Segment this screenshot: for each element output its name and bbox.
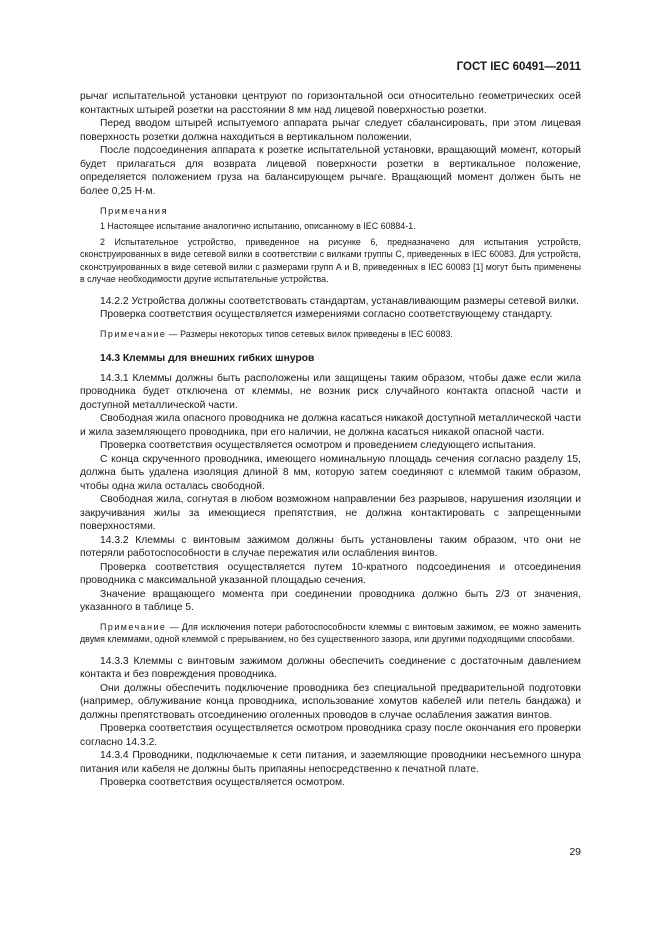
note-label: Примечание — [100, 328, 167, 339]
paragraph: С конца скрученного проводника, имеющего номинальную площадь сечения согласно разделу 15, должна быть удалена изоляция длиной 8 мм, которую затем соединяют с клеммой таким образом, чтобы одна жила осталась свободной. — [80, 453, 581, 492]
paragraph: Проверка соответствия осуществляется осмотром. — [100, 777, 345, 788]
paragraph: Проверка соответствия осуществляется измерениями согласно соответствующему стандарту. — [100, 309, 553, 320]
note-inline — [80, 621, 581, 646]
note-inline — [80, 328, 581, 341]
note-text: — Для исключения потери работоспособности клеммы с винтовым зажимом, ее можно заменить двумя клеммами, одной клеммой с прерыванием, но без существенного зазора, или другими подходящими способами. — [80, 621, 581, 644]
paragraph: Проверка соответствия осуществляется осмотром проводника сразу после окончания его проверки согласно 14.3.2. — [80, 723, 581, 748]
note-label: Примечание — [100, 621, 167, 632]
paragraph: 14.3.3 Клеммы с винтовым зажимом должны обеспечить соединение с достаточным давлением контакта и без повреждения проводника. — [80, 655, 581, 680]
paragraph: Проверка соответствия осуществляется путем 10-кратного подсоединения и отсоединения проводника с максимальной указанной площадью сечения. — [80, 561, 581, 586]
paragraph: рычаг испытательной установки центруют по горизонтальной оси относительно геометрических осей контактных штырей розетки на расстоянии 8 мм над лицевой поверхностью розетки. — [80, 91, 581, 116]
note-text: — Размеры некоторых типов сетевых вилок приведены в IEC 60083. — [166, 328, 453, 339]
page-number: 29 — [569, 846, 581, 858]
paragraph: 14.3.2 Клеммы с винтовым зажимом должны быть установлены таким образом, что они не потеряли работоспособности в случае пережатия или ослабления винтов. — [80, 534, 581, 559]
paragraph: 14.3.4 Проводники, подключаемые к сети питания, и заземляющие проводники несъемного шнура питания или кабеля не должны быть припаяны непосредственно к печатной плате. — [80, 750, 581, 775]
paragraph: Они должны обеспечить подключение проводника без специальной предварительной подготовки (например, облуживание конца проводника, использование хомутов кабелей или петель бандажа) и должны препятствовать отсоединению оголенных проводов в случае ослабления зажатия винтов. — [80, 682, 581, 721]
paragraph: 14.3.1 Клеммы должны быть расположены или защищены таким образом, чтобы даже если жила проводника будет отключена от клеммы, не возник риск случайного контакта опасной части и доступной металлической части. — [80, 372, 581, 411]
note-item: 1 Настоящее испытание аналогично испытанию, описанному в IEC 60884-1. — [100, 221, 416, 231]
paragraph: Значение вращающего момента при соединении проводника должно быть 2/3 от значения, указанного в таблице 5. — [80, 588, 581, 613]
paragraph: Перед вводом штырей испытуемого аппарата рычаг следует сбалансировать, при этом лицевая поверхность розетки должна находиться в вертикальном положении. — [80, 118, 581, 143]
notes-title: Примечания — [100, 206, 169, 216]
paragraph: После подсоединения аппарата к розетке испытательной установки, вращающий момент, который будет прилагаться для возврата лицевой поверхности розетки в вертикальное положение, определяется положением груза на балансирующем рычаге. Вращающий момент должен быть не более 0,25 Н·м. — [80, 145, 581, 197]
note-item: 2 Испытательное устройство, приведенное на рисунке 6, предназначено для испытания устройств, сконструированных в виде сетевой вилки в соответствии с вилками группы С, приведенных в IEC 60083. Для устройств, сконструированных в виде сетевой вилки с размерами групп А и В, приведенных в IEC 60083 [1] могут быть применены в случае необходимости другие испытательные устройства. — [80, 236, 581, 284]
paragraph: Свободная жила опасного проводника не должна касаться никакой доступной металлической части и жила заземляющего проводника, при его наличии, не должна касаться никакой опасной части. — [80, 413, 581, 438]
page-body — [80, 90, 581, 790]
paragraph: Свободная жила, согнутая в любом возможном направлении без разрывов, нарушения изоляции и закручивания жилы за имеющиеся препятствия, не должна контактировать с запрещенными поверхностями. — [80, 494, 581, 532]
paragraph: 14.2.2 Устройства должны соответствовать стандартам, устанавливающим размеры сетевой вилки. — [100, 295, 580, 307]
section-heading: 14.3 Клеммы для внешних гибких шнуров — [100, 353, 315, 364]
paragraph: Проверка соответствия осуществляется осмотром и проведением следующего испытания. — [100, 440, 537, 451]
document-code: ГОСТ IEC 60491—2011 — [456, 61, 581, 73]
